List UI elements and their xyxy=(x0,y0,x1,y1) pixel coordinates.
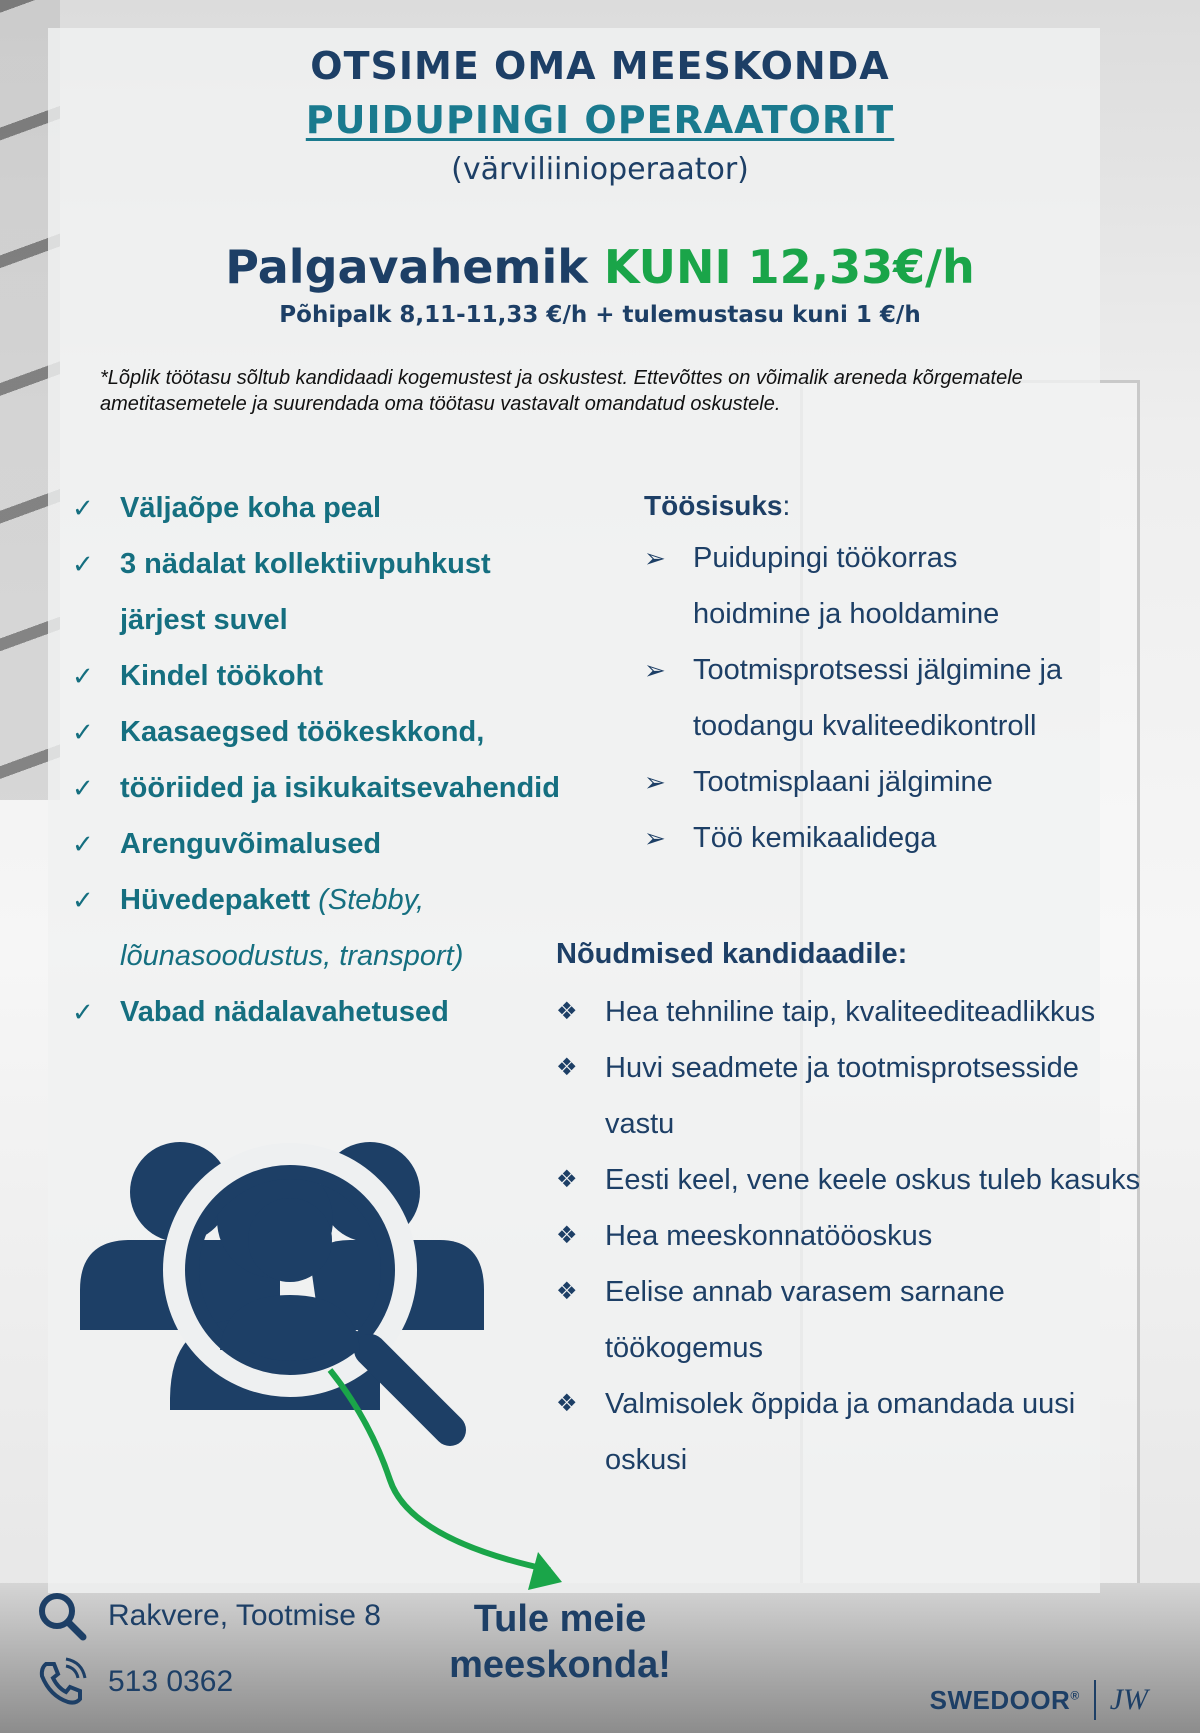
requirement-text: töökogemus xyxy=(605,1332,763,1364)
job-subtitle: (värviliinioperaator) xyxy=(451,152,749,187)
duty-item xyxy=(644,530,1144,586)
requirement-item xyxy=(556,1432,1156,1488)
benefit-item xyxy=(72,984,632,1040)
requirement-item xyxy=(556,1264,1156,1320)
benefit-detail: lõunasoodustus, transport) xyxy=(120,940,464,972)
benefit-text: Väljaõpe koha peal xyxy=(120,492,382,524)
requirement-bullet-icon: ❖ xyxy=(556,1278,578,1305)
benefit-text: Kaasaegsed töökeskkond, xyxy=(120,716,485,748)
requirement-item xyxy=(556,1040,1156,1096)
address-row xyxy=(36,1590,381,1642)
join-team-text xyxy=(420,1596,700,1688)
duties-title-colon: : xyxy=(782,490,791,521)
requirement-bullet-icon: ❖ xyxy=(556,1054,578,1081)
headline: OTSIME OMA MEESKONDA xyxy=(310,44,890,88)
duties-title xyxy=(644,490,790,522)
benefit-bullet-icon: ✓ xyxy=(72,493,94,523)
benefit-bullet-icon: ✓ xyxy=(72,717,94,747)
benefit-item xyxy=(72,536,632,592)
magnifier-handle xyxy=(370,1350,450,1430)
requirement-item xyxy=(556,984,1156,1040)
duty-text: toodangu kvaliteedikontroll xyxy=(693,710,1037,742)
duty-item xyxy=(644,698,1144,754)
duty-text: hoidmine ja hooldamine xyxy=(693,598,1000,630)
requirement-bullet-icon: ❖ xyxy=(556,1390,578,1417)
requirement-text: Eelise annab varasem sarnane xyxy=(605,1276,1005,1308)
address-text: Rakvere, Tootmise 8 xyxy=(108,1599,381,1632)
benefit-bullet-icon: ✓ xyxy=(72,829,94,859)
requirement-text: Hea tehniline taip, kvaliteediteadlikkus xyxy=(605,996,1096,1028)
benefit-bullet-icon: ✓ xyxy=(72,997,94,1027)
join-line-2: meeskonda! xyxy=(449,1644,671,1686)
duty-bullet-icon: ➢ xyxy=(644,543,666,573)
benefit-text: Hüvedepakett xyxy=(120,884,311,916)
duty-bullet-icon: ➢ xyxy=(644,767,666,797)
duty-bullet-icon: ➢ xyxy=(644,655,666,685)
benefits-list xyxy=(72,480,632,1040)
base-pay: Põhipalk 8,11-11,33 €/h + tulemustasu kuni 1 €/h xyxy=(279,302,921,328)
swedoor-logo xyxy=(930,1685,1080,1716)
requirement-text: Eesti keel, vene keele oskus tuleb kasuks xyxy=(605,1164,1141,1196)
benefit-text: tööriided ja isikukaitsevahendid xyxy=(120,772,560,804)
phone-row xyxy=(36,1656,233,1708)
requirement-item xyxy=(556,1096,1156,1152)
requirement-text: Hea meeskonnatööoskus xyxy=(605,1220,933,1252)
join-line-1: Tule meie xyxy=(473,1598,647,1640)
salary-note: *Lõplik töötasu sõltub kandidaadi kogemustest ja oskustest. Ettevõttes on võimalik areneda kõrgematele ametitasemetele ja suurendada oma töötasu vastavalt omandatud oskustele. xyxy=(100,367,1023,415)
benefit-detail: (Stebby, xyxy=(310,884,425,916)
requirement-item xyxy=(556,1208,1156,1264)
salary-amount: KUNI 12,33€/h xyxy=(603,240,975,294)
registered-mark: ® xyxy=(1070,1687,1080,1702)
duties-title-text: Töösisuks xyxy=(644,490,783,521)
benefit-text: järjest suvel xyxy=(120,604,288,636)
requirements-list xyxy=(556,984,1156,1488)
requirement-text: vastu xyxy=(605,1108,675,1140)
search-people-icon xyxy=(70,1120,590,1620)
duty-text: Töö kemikaalidega xyxy=(693,822,937,854)
arrow-head-icon xyxy=(528,1552,562,1590)
duty-text: Puidupingi töökorras xyxy=(693,542,958,574)
benefit-item xyxy=(72,704,632,760)
duty-item xyxy=(644,586,1144,642)
benefit-text: 3 nädalat kollektiivpuhkust xyxy=(120,548,491,580)
duty-text: Tootmisplaani jälgimine xyxy=(693,766,993,798)
requirement-text: Huvi seadmete ja tootmisprotsesside xyxy=(605,1052,1079,1084)
search-icon xyxy=(36,1590,88,1642)
benefit-bullet-icon: ✓ xyxy=(72,549,94,579)
benefit-item xyxy=(72,816,632,872)
requirement-item xyxy=(556,1376,1156,1432)
benefit-item xyxy=(72,648,632,704)
logo-divider xyxy=(1094,1680,1096,1720)
duty-item xyxy=(644,810,1144,866)
benefit-item xyxy=(72,480,632,536)
duty-item xyxy=(644,754,1144,810)
benefit-item xyxy=(72,872,632,928)
benefit-bullet-icon: ✓ xyxy=(72,661,94,691)
duty-text: Tootmisprotsessi jälgimine ja xyxy=(693,654,1063,686)
requirement-text: oskusi xyxy=(605,1444,688,1476)
requirement-text: Valmisolek õppida ja omandada uusi xyxy=(605,1388,1076,1420)
benefit-text: Vabad nädalavahetused xyxy=(120,996,449,1028)
requirement-bullet-icon: ❖ xyxy=(556,998,578,1025)
duty-item xyxy=(644,642,1144,698)
benefit-text: Kindel töökoht xyxy=(120,660,323,692)
requirement-item xyxy=(556,1152,1156,1208)
salary-range xyxy=(0,240,1200,294)
duties-list xyxy=(644,530,1144,866)
requirements-title: Nõudmised kandidaadile: xyxy=(556,938,908,970)
requirement-bullet-icon: ❖ xyxy=(556,1222,578,1249)
jw-logo: JW xyxy=(1109,1683,1148,1716)
benefit-bullet-icon: ✓ xyxy=(72,773,94,803)
company-logo xyxy=(930,1680,1148,1720)
phone-text: 513 0362 xyxy=(108,1665,234,1698)
benefit-item xyxy=(72,928,632,984)
magnifier-inner-head xyxy=(248,1198,332,1282)
job-title xyxy=(0,98,1200,142)
benefit-text: Arenguvõimalused xyxy=(120,828,382,860)
requirement-item xyxy=(556,1320,1156,1376)
job-title-text: PUIDUPINGI OPERAATORIT xyxy=(305,98,895,142)
swedoor-logo-text: SWEDOOR xyxy=(929,1684,1071,1715)
benefit-item xyxy=(72,592,632,648)
phone-icon xyxy=(36,1656,88,1708)
benefit-bullet-icon: ✓ xyxy=(72,885,94,915)
duty-bullet-icon: ➢ xyxy=(644,823,666,853)
requirement-bullet-icon: ❖ xyxy=(556,1166,578,1193)
salary-label: Palgavahemik xyxy=(225,240,588,294)
benefit-item xyxy=(72,760,632,816)
